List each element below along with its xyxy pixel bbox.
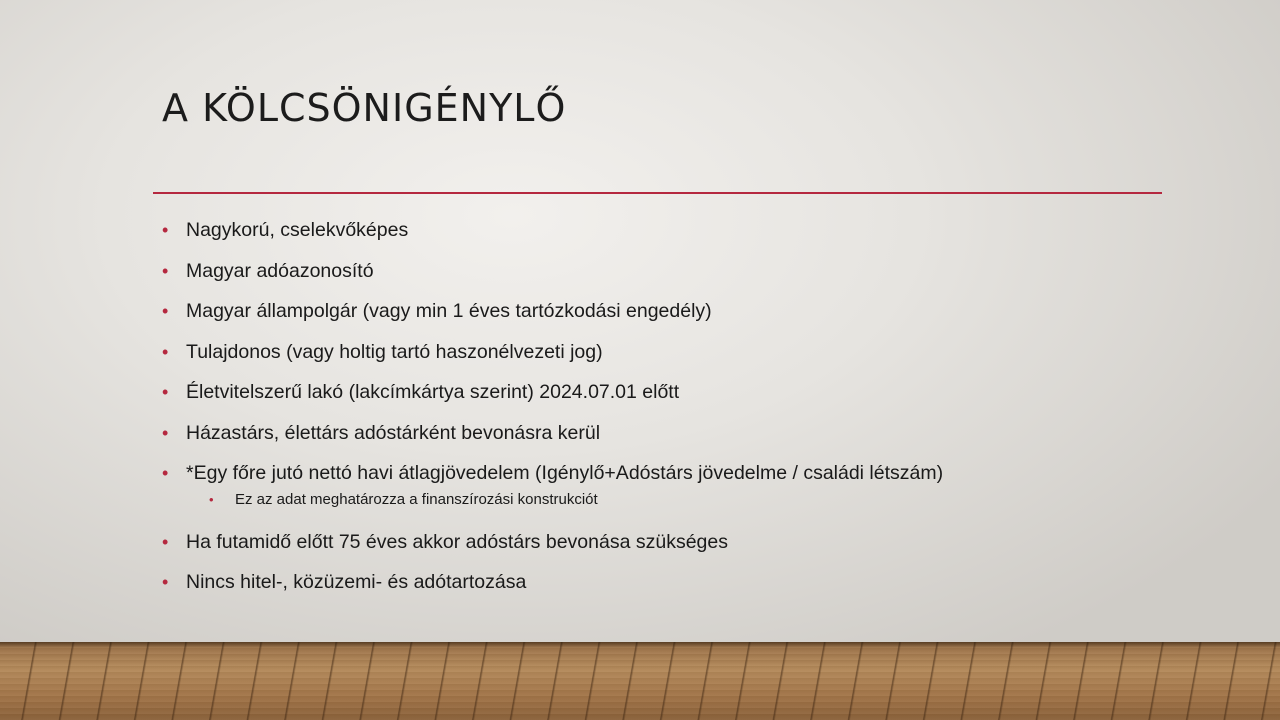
- sub-list-item: [162, 490, 1162, 530]
- list-item-text: *Egy főre jutó nettó havi átlagjövedelem (Igénylő+Adóstárs jövedelme / családi létszám): [186, 462, 944, 484]
- list-item: [162, 299, 1162, 340]
- list-item: [162, 421, 1162, 462]
- sub-list-item-text: Ez az adat meghatározza a finanszírozási konstrukciót: [235, 490, 598, 508]
- list-item: [162, 570, 1162, 611]
- list-item: [162, 530, 1162, 571]
- floor-shadow: [0, 642, 1280, 648]
- bullet-list: [162, 218, 1162, 611]
- bullet-icon: •: [162, 422, 169, 443]
- bullet-icon: •: [162, 463, 169, 483]
- list-item-text: Tulajdonos (vagy holtig tartó haszonélvezeti jog): [186, 340, 603, 363]
- list-item: [162, 340, 1162, 381]
- sub-bullet-icon: •: [209, 491, 214, 507]
- bullet-icon: •: [162, 531, 169, 552]
- wood-floor-background: [0, 642, 1280, 720]
- list-item-text: Magyar állampolgár (vagy min 1 éves tartózkodási engedély): [186, 300, 712, 322]
- list-item: [162, 259, 1162, 300]
- list-item-text: Ha futamidő előtt 75 éves akkor adóstárs bevonása szükséges: [186, 530, 728, 553]
- bullet-icon: •: [162, 220, 169, 240]
- list-item-text: Magyar adóazonosító: [186, 259, 374, 282]
- bullet-icon: •: [162, 301, 169, 321]
- list-item: [162, 380, 1162, 421]
- bullet-icon: •: [162, 260, 169, 281]
- bullet-icon: •: [162, 341, 169, 362]
- list-item-text: Nagykorú, cselekvőképes: [186, 219, 409, 241]
- list-item-text: Életvitelszerű lakó (lakcímkártya szerint) 2024.07.01 előtt: [186, 381, 680, 403]
- title-divider: [153, 192, 1162, 194]
- bullet-icon: •: [162, 572, 169, 592]
- list-item-text: Házastárs, élettárs adóstárként bevonásra kerül: [186, 421, 601, 444]
- bullet-icon: •: [162, 382, 169, 402]
- slide-title: A KÖLCSÖNIGÉNYLŐ: [162, 86, 567, 130]
- list-item: [162, 218, 1162, 259]
- list-item-text: Nincs hitel-, közüzemi- és adótartozása: [186, 571, 527, 593]
